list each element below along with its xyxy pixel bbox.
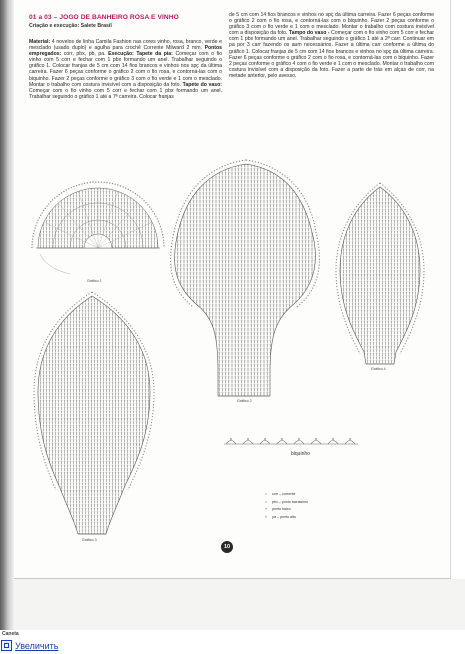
lid-cover-label: Tampo do vaso - bbox=[288, 30, 330, 37]
sink-rug-text: Começar com o fio vinho com 5 corr e fechar com 1 pbx formando um anel. Trabalhar seguindo o gráfico 1. Colocar franjas de 5 cm com 14 fios brancos e vinhos nos spç da última carreira. Fazer 6 peças conforme o gráfico 2 com o fio rosa, e contorná-las com o biquinho. Fazer 2 peças conforme o gráfico 3 com o fio verde e 1 com o mesclado. Montar o trabalho com costura invisível com a disposição da foto. bbox=[29, 51, 222, 88]
stitches-text: corr, pbx, pb, pa. bbox=[61, 51, 109, 58]
legend-text: corr – corrente bbox=[272, 492, 296, 496]
slip-stitch-symbol-icon: • bbox=[265, 499, 267, 504]
chart-1-fan bbox=[32, 182, 164, 274]
picot-tips bbox=[231, 438, 350, 440]
material-text: 4 novelos de linha Camila Fashion nas cores vinho, rosa, branco, verde e mesclado (usado duplo) e agulha para crochê Corrente Milward 2 mm. bbox=[29, 39, 222, 52]
double-crochet-symbol-icon: ⱡ bbox=[265, 514, 267, 519]
legend-text: pa – ponto alto bbox=[272, 514, 296, 519]
legend-item bbox=[262, 514, 308, 522]
chain-symbol-icon: ○ bbox=[264, 492, 268, 496]
article-title: 01 a 03 – JOGO DE BANHEIRO ROSA E VINHO bbox=[29, 14, 179, 21]
page-number: 10 bbox=[221, 541, 233, 553]
chart-4-label: Gráfico 4 bbox=[371, 367, 386, 371]
chart-3-leaf bbox=[34, 292, 154, 534]
scan-margin bbox=[14, 579, 465, 630]
stitches-label: Pontos empregados: bbox=[29, 45, 222, 58]
chart-4-leaf bbox=[336, 183, 424, 364]
enlarge-link[interactable] bbox=[0, 640, 58, 651]
picot-label: biquinho bbox=[291, 451, 310, 457]
pear-body bbox=[175, 164, 316, 396]
chart-1-label: Gráfico 1 bbox=[87, 279, 102, 283]
toilet-rug-label: Tapete do vaso: bbox=[182, 81, 222, 88]
legend-text: ponto baixo bbox=[272, 507, 291, 512]
lid-cover-text: Começar com o fio vinho com 5 corr e fechar com 1 pbx formando um anel. Trabalhar seguindo o gráfico 1 até a 2ª carr. Continuar em pa por 3 carr fazendo os aum necessários. Fazer a última carr conforme a última do gráfico 1. Colocar franjas de 5 cm com 14 fios brancos e vinhos no spç da última carreira. Fazer 6 peças conforme o gráfico 2 com o fio rosa, e contorná-las com o biquinho. Fazer 2 peças conforme o gráfico 4 com o fio verde e 1 com o mesclado. Montar o trabalho com costura invisível com a disposição da foto. Fazer a parte de trás em alças de corr, na metade anterior, pelo avesso. bbox=[229, 30, 435, 79]
stitch-legend bbox=[262, 491, 308, 521]
fan-fringe-arc bbox=[40, 254, 70, 274]
material-label: Material: bbox=[29, 39, 51, 45]
leaf-left-body bbox=[38, 296, 150, 534]
legend-item bbox=[262, 491, 308, 499]
article-credit: Criação e execução: Salete Brasil bbox=[29, 23, 112, 29]
chart-3-label: Gráfico 3 bbox=[82, 538, 97, 542]
watermark: Caneta bbox=[2, 631, 19, 637]
single-crochet-symbol-icon: + bbox=[264, 507, 268, 512]
zoom-icon bbox=[1, 640, 12, 651]
legend-item bbox=[262, 506, 308, 514]
legend-item bbox=[262, 499, 308, 507]
chart-2-label: Gráfico 2 bbox=[237, 399, 252, 403]
leaf-right-body bbox=[340, 187, 420, 364]
enlarge-link-label[interactable]: Увеличить bbox=[15, 640, 59, 651]
toilet-rug-text-cont: de 5 cm com 14 fios brancos e vinhos no spç da última carreira. Fazer 6 peças conforme o gráfico 2 com o fio rosa, e contorná-las com o biquinho. Fazer 2 peças conforme o gráfico 3 com o fio verde e 1 com o mesclado. Montar o trabalho com costura invisível com a disposição da foto. bbox=[229, 12, 434, 37]
picot-loops bbox=[226, 441, 355, 445]
picot-edging-chart bbox=[224, 438, 358, 444]
sink-rug-label: Execução: Tapete da pia: bbox=[108, 51, 173, 58]
chart-2-pear bbox=[171, 160, 320, 396]
toilet-rug-text: Começar com o fio vinho com 5 corr e fechar com 1 pbx formando um anel. Trabalhar seguindo o gráfico 1 até a 7ª carreira. Colocar franjas bbox=[29, 87, 222, 100]
legend-text: pbx – ponto baxíssimo bbox=[272, 499, 308, 504]
